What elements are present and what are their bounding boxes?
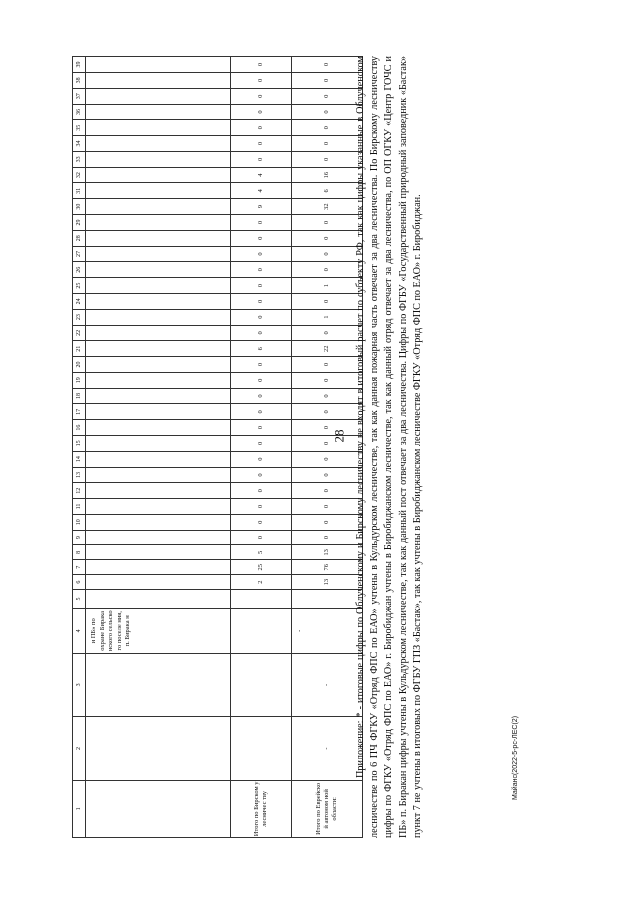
table-cell: 0 bbox=[292, 388, 363, 404]
table-cell: 2 bbox=[231, 575, 292, 590]
column-header: 38 bbox=[73, 73, 86, 89]
column-header: 13 bbox=[73, 467, 86, 483]
table-cell: 25 bbox=[231, 560, 292, 575]
table-cell: 0 bbox=[292, 372, 363, 388]
table-cell: 32 bbox=[292, 199, 363, 215]
table-cell bbox=[86, 404, 231, 420]
column-header: 15 bbox=[73, 435, 86, 451]
table-cell bbox=[86, 88, 231, 104]
table-cell: 0 bbox=[292, 499, 363, 515]
table-cell: 0 bbox=[231, 88, 292, 104]
table-cell: 0 bbox=[292, 246, 363, 262]
table-cell: 0 bbox=[231, 420, 292, 436]
table-cell bbox=[86, 167, 231, 183]
table-cell: 0 bbox=[231, 293, 292, 309]
column-header: 24 bbox=[73, 293, 86, 309]
column-header: 7 bbox=[73, 560, 86, 575]
table-cell bbox=[86, 120, 231, 136]
table-cell: 0 bbox=[292, 530, 363, 545]
column-header: 11 bbox=[73, 499, 86, 515]
table-cell: 0 bbox=[292, 215, 363, 231]
table-cell: 0 bbox=[292, 73, 363, 89]
table-cell: 0 bbox=[231, 357, 292, 373]
column-header: 31 bbox=[73, 183, 86, 199]
table-cell: 0 bbox=[231, 230, 292, 246]
table-cell: 0 bbox=[292, 230, 363, 246]
table-cell bbox=[86, 435, 231, 451]
row-label bbox=[86, 780, 231, 837]
table-cell: 0 bbox=[231, 120, 292, 136]
table-cell bbox=[86, 499, 231, 515]
column-header: 10 bbox=[73, 514, 86, 530]
table-cell bbox=[86, 293, 231, 309]
column-header: 9 bbox=[73, 530, 86, 545]
table-cell bbox=[86, 483, 231, 499]
column-header: 12 bbox=[73, 483, 86, 499]
column-header: 14 bbox=[73, 451, 86, 467]
table-cell bbox=[231, 589, 292, 608]
footer-code: Майанс(2022-5-рс-ЛЕС(2) bbox=[512, 715, 519, 800]
table-cell bbox=[86, 653, 231, 717]
table-cell: 0 bbox=[231, 435, 292, 451]
table-cell: 1 bbox=[292, 278, 363, 294]
table-cell: 0 bbox=[231, 73, 292, 89]
table-cell: 0 bbox=[231, 483, 292, 499]
table-cell: 0 bbox=[231, 136, 292, 152]
table-cell: 0 bbox=[231, 278, 292, 294]
page-number: 28 bbox=[331, 429, 347, 443]
column-header: 21 bbox=[73, 341, 86, 357]
column-header: 25 bbox=[73, 278, 86, 294]
column-header: 27 bbox=[73, 246, 86, 262]
row-label: Итого по Бирском у лесничес тву bbox=[231, 780, 292, 837]
column-header: 4 bbox=[73, 609, 86, 654]
column-header: 6 bbox=[73, 575, 86, 590]
table-cell: 0 bbox=[292, 467, 363, 483]
column-header: 20 bbox=[73, 357, 86, 373]
table-cell: 13 bbox=[292, 575, 363, 590]
table-cell: 0 bbox=[231, 215, 292, 231]
table-cell: 0 bbox=[231, 404, 292, 420]
table-cell bbox=[231, 653, 292, 717]
table-cell bbox=[86, 372, 231, 388]
column-header: 39 bbox=[73, 57, 86, 73]
table-cell bbox=[86, 151, 231, 167]
table-cell: 0 bbox=[231, 262, 292, 278]
table-cell bbox=[86, 560, 231, 575]
table-cell: 4 bbox=[231, 167, 292, 183]
table-cell: 13 bbox=[292, 545, 363, 560]
table-cell: 0 bbox=[292, 420, 363, 436]
table-cell: 22 bbox=[292, 341, 363, 357]
table-cell: 76 bbox=[292, 560, 363, 575]
table-cell: 0 bbox=[231, 530, 292, 545]
column-header: 35 bbox=[73, 120, 86, 136]
column-header: 17 bbox=[73, 404, 86, 420]
table-cell bbox=[86, 589, 231, 608]
table-cell bbox=[86, 575, 231, 590]
row-label: Итого по Еврейско й автоном ной области: bbox=[292, 780, 363, 837]
table-cell: 0 bbox=[292, 120, 363, 136]
table-cell bbox=[86, 246, 231, 262]
table-cell: 0 bbox=[292, 88, 363, 104]
table-cell: 0 bbox=[231, 309, 292, 325]
table-cell: 0 bbox=[231, 325, 292, 341]
table-cell bbox=[292, 589, 363, 608]
table-cell bbox=[86, 514, 231, 530]
table-row bbox=[292, 57, 363, 838]
table-cell: 6 bbox=[292, 183, 363, 199]
table-cell bbox=[86, 309, 231, 325]
column-header: 33 bbox=[73, 151, 86, 167]
table-cell: 0 bbox=[292, 104, 363, 120]
table-cell: 0 bbox=[231, 451, 292, 467]
table-cell bbox=[86, 278, 231, 294]
table-cell: 0 bbox=[231, 57, 292, 73]
table-cell: - bbox=[292, 609, 363, 654]
column-header: 22 bbox=[73, 325, 86, 341]
column-header: 5 bbox=[73, 589, 86, 608]
table-cell: 9 bbox=[231, 199, 292, 215]
table-cell: 0 bbox=[231, 372, 292, 388]
table-cell: 0 bbox=[292, 483, 363, 499]
column-header: 1 bbox=[73, 780, 86, 837]
table-cell bbox=[86, 341, 231, 357]
column-header: 3 bbox=[73, 653, 86, 717]
table-cell: 0 bbox=[231, 514, 292, 530]
table-cell bbox=[86, 73, 231, 89]
table-cell bbox=[86, 325, 231, 341]
table-cell: 4 bbox=[231, 183, 292, 199]
table-cell bbox=[86, 545, 231, 560]
table-cell bbox=[231, 717, 292, 781]
fire-resources-table bbox=[72, 56, 363, 838]
column-header: 29 bbox=[73, 215, 86, 231]
table-cell: 0 bbox=[231, 104, 292, 120]
table-cell bbox=[86, 199, 231, 215]
note-paragraph bbox=[354, 56, 425, 838]
column-header: 34 bbox=[73, 136, 86, 152]
table-cell: 0 bbox=[292, 262, 363, 278]
table-cell: 16 bbox=[292, 167, 363, 183]
column-header: 16 bbox=[73, 420, 86, 436]
table-cell bbox=[86, 357, 231, 373]
table-cell: 0 bbox=[231, 246, 292, 262]
table-cell bbox=[86, 717, 231, 781]
table-cell: 0 bbox=[292, 357, 363, 373]
column-header: 23 bbox=[73, 309, 86, 325]
table-cell bbox=[86, 230, 231, 246]
table-cell: 0 bbox=[292, 514, 363, 530]
column-header: 36 bbox=[73, 104, 86, 120]
table-cell bbox=[86, 388, 231, 404]
table-cell: 5 bbox=[231, 545, 292, 560]
table-cell bbox=[86, 136, 231, 152]
note-text: Приложение: * - итоговые цифры по Облученскому и Бирскому лесничеству не входят в итоговый расчет по субъекту РФ, так как цифры указанные в Облученском лесничестве по 6 ПЧ ФГКУ «Отряд ФПС по ЕАО» учтены в Кульдурском лесничестве, так как данная пожарная часть отвечает за два лесничества. По Бирскому лесничеству цифры по ФГКУ «Отряд ФПС по ЕАО» г. Биробиджан учтены в Биробиджанском лесничестве, так как данный отряд отвечает за два лесничества, по ОП ОГКУ «Центр ГОЧС и ПБ» п. Биракан цифры учтены в Кульдурском лесничестве, так как данный пост отвечает за два лесничества. Цифры по ФГБУ «Государственный природный заповедник «Бастак» пункт 7 не учтены в итоговых по ФГБУ ГПЗ «Бастак», так как учтены в Биробиджанском лесничестве ФГКУ «Отряд ФПС по ЕАО» г. Биробиджан. bbox=[355, 56, 423, 838]
table-cell: - bbox=[292, 717, 363, 781]
table-cell: 0 bbox=[292, 451, 363, 467]
table-cell bbox=[86, 530, 231, 545]
table-cell: 0 bbox=[292, 151, 363, 167]
table-row bbox=[86, 57, 231, 838]
table-cell: 0 bbox=[292, 325, 363, 341]
table-cell bbox=[86, 467, 231, 483]
table-header-row bbox=[73, 57, 86, 838]
table-cell: 0 bbox=[292, 293, 363, 309]
rotated-page-content bbox=[72, 56, 492, 838]
column-header: 28 bbox=[73, 230, 86, 246]
table-cell: 0 bbox=[292, 435, 363, 451]
table-cell bbox=[86, 262, 231, 278]
table-cell: 0 bbox=[292, 404, 363, 420]
table-cell: 0 bbox=[231, 499, 292, 515]
column-header: 30 bbox=[73, 199, 86, 215]
table-row bbox=[231, 57, 292, 838]
table-cell: 0 bbox=[292, 57, 363, 73]
table-cell: 6 bbox=[231, 341, 292, 357]
table-cell: 0 bbox=[231, 151, 292, 167]
table-cell bbox=[86, 215, 231, 231]
table-cell bbox=[86, 57, 231, 73]
table-cell bbox=[86, 104, 231, 120]
column-header: 19 bbox=[73, 372, 86, 388]
table-cell: - bbox=[292, 653, 363, 717]
table-cell: 0 bbox=[292, 136, 363, 152]
column-header: 32 bbox=[73, 167, 86, 183]
column-header: 8 bbox=[73, 545, 86, 560]
table-cell bbox=[86, 451, 231, 467]
column-header: 2 bbox=[73, 717, 86, 781]
table-cell: и ПБ» по охране Бирака нского сельско го поселе ния, п. Бирака н bbox=[86, 609, 231, 654]
table-cell bbox=[231, 609, 292, 654]
table-cell: 1 bbox=[292, 309, 363, 325]
column-header: 37 bbox=[73, 88, 86, 104]
table-cell: 0 bbox=[231, 467, 292, 483]
table-cell bbox=[86, 420, 231, 436]
column-header: 26 bbox=[73, 262, 86, 278]
table-cell bbox=[86, 183, 231, 199]
table-cell: 0 bbox=[231, 388, 292, 404]
column-header: 18 bbox=[73, 388, 86, 404]
